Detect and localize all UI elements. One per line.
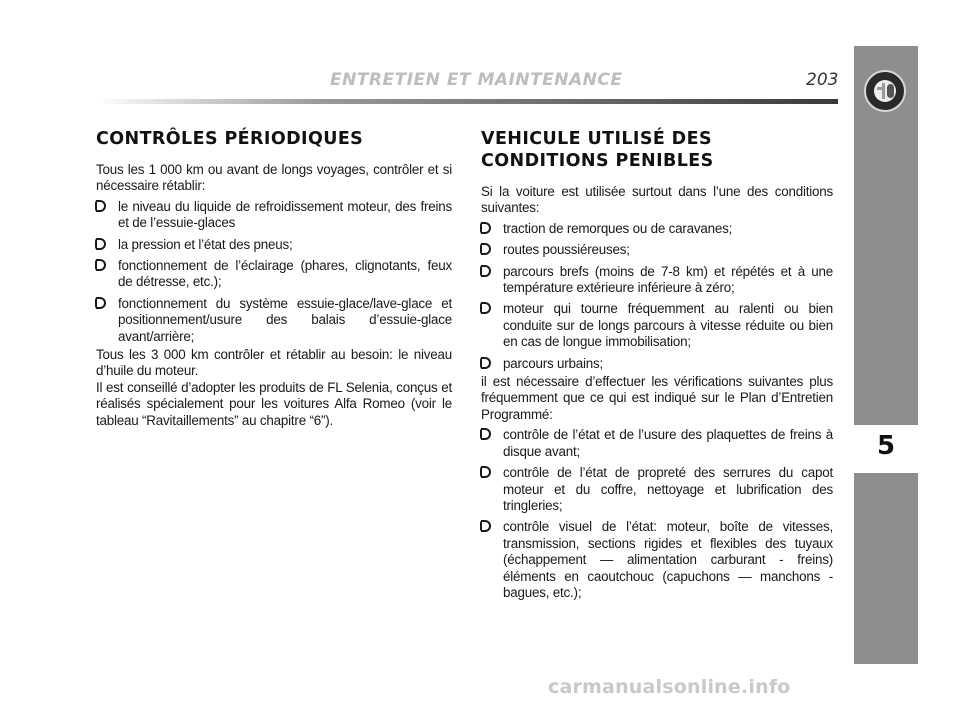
list-item: fonctionnement du système essuie-glace/lave-glace et positionnement/usure des balais d’essuie-glace avant/arrière; [96, 296, 452, 345]
bullet-icon [96, 200, 106, 212]
periodic-check-list [96, 199, 452, 345]
heading-line-2: CONDITIONS PENIBLES [481, 151, 714, 171]
header-rule [96, 99, 838, 104]
bullet-icon [481, 428, 491, 440]
periodic-intro: Tous les 1 000 km ou avant de longs voyages, contrôler et si nécessaire rétablir: [96, 162, 452, 194]
header-title: ENTRETIEN ET MAINTENANCE [330, 70, 623, 90]
list-item: contrôle de l’état de propreté des serrures du capot moteur et du coffre, nettoyage et lubrification des tringleries; [481, 465, 833, 514]
bullet-icon [96, 259, 106, 271]
bullet-icon [481, 222, 491, 234]
list-item: parcours brefs (moins de 7-8 km) et répétés et à une température extérieure inférieure à zéro; [481, 264, 833, 297]
bullet-icon [481, 357, 491, 369]
alfa-romeo-logo-icon [864, 70, 906, 112]
bullet-icon [481, 265, 491, 277]
list-item: contrôle visuel de l’état: moteur, boîte de vitesses, transmission, sections rigides et flexibles des tuyaux (échappement — alimentation carburant - freins) éléments en caoutchouc (capuchons — manchons - bagues, etc.); [481, 519, 833, 601]
left-column [96, 128, 452, 429]
conditions-list [481, 221, 833, 372]
list-item: routes poussiéreuses; [481, 242, 833, 258]
watermark: carmanualsonline.info [548, 676, 791, 698]
list-item: la pression et l’état des pneus; [96, 237, 452, 253]
checks-list [481, 427, 833, 601]
page-number: 203 [806, 70, 839, 90]
bullet-icon [96, 238, 106, 250]
bullet-icon [481, 466, 491, 478]
bullet-icon [96, 297, 106, 309]
chapter-number: 5 [876, 431, 896, 461]
logo-emblem [874, 80, 896, 102]
bullet-icon [481, 302, 491, 314]
list-item: contrôle de l’état et de l’usure des plaquettes de freins à disque avant; [481, 427, 833, 460]
heading-line-1: VEHICULE UTILISÉ DES [481, 129, 712, 149]
list-item: fonctionnement de l’éclairage (phares, clignotants, feux de détresse, etc.); [96, 258, 452, 291]
selenia-paragraph: Il est conseillé d’adopter les produits de FL Selenia, conçus et réalisés spécialement pour les voitures Alfa Romeo (voir le tableau “Ravitaillements” au chapitre “6”). [96, 379, 452, 428]
chapter-tab[interactable] [854, 425, 918, 473]
list-item: le niveau du liquide de refroidissement moteur, des freins et de l’essuie-glaces [96, 199, 452, 232]
side-band [854, 46, 918, 664]
checks-intro: il est nécessaire d’effectuer les vérifications suivantes plus fréquemment que ce qui est indiqué sur le Plan d’Entretien Programmé: [481, 374, 833, 422]
bullet-icon [481, 243, 491, 255]
list-item: traction de remorques ou de caravanes; [481, 221, 833, 237]
bullet-icon [481, 520, 491, 532]
right-column [481, 128, 833, 606]
list-item: moteur qui tourne fréquemment au ralenti ou bien conduite sur de longs parcours à vitesse réduite ou bien en cas de longue immobilisation; [481, 301, 833, 350]
conditions-intro: Si la voiture est utilisée surtout dans l’une des conditions suivantes: [481, 184, 833, 216]
oil-check-paragraph: Tous les 3 000 km contrôler et rétablir au besoin: le niveau d’huile du moteur. [96, 347, 452, 379]
list-item: parcours urbains; [481, 356, 833, 372]
section-heading-periodic-checks: CONTRÔLES PÉRIODIQUES [96, 129, 364, 149]
section-heading-harsh-conditions [481, 128, 833, 172]
